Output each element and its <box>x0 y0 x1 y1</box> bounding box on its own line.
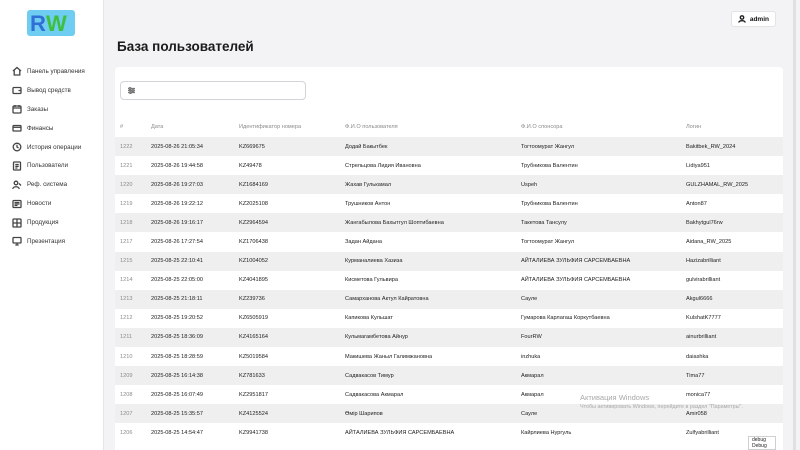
cell-id: KZ5019584 <box>239 353 268 360</box>
cell-date: 2025-08-25 18:28:59 <box>151 353 203 360</box>
wallet-icon <box>12 85 22 95</box>
cell-id: KZ669675 <box>239 143 265 150</box>
table-header-row <box>115 117 783 137</box>
cell-sponsor: Uspeh <box>521 181 538 188</box>
page-title: База пользователей <box>117 39 254 54</box>
cell-date: 2025-08-25 16:07:49 <box>151 391 203 398</box>
cell-id: KZ2964594 <box>239 219 268 226</box>
windows-activation-watermark <box>580 393 743 410</box>
cell-date: 2025-08-26 21:05:34 <box>151 143 203 150</box>
sidebar-item-label: Реф. система <box>27 181 68 189</box>
cell-sponsor: Трубникова Валентин <box>521 162 578 169</box>
cell-login: Zulfyabrilliant <box>686 429 719 436</box>
cell-id: KZ6505919 <box>239 315 268 322</box>
column-header-id[interactable]: Идентификатор номера <box>239 124 302 130</box>
cell-id: KZ2951817 <box>239 391 268 398</box>
sidebar-item-presentation[interactable] <box>12 232 103 251</box>
cell-date: 2025-08-25 16:14:38 <box>151 372 203 379</box>
cell-name: Капикова Кульшат <box>345 315 393 322</box>
cell-num: 1208 <box>120 391 133 398</box>
cell-date: 2025-08-26 17:27:54 <box>151 239 203 246</box>
cell-login: Lidiya951 <box>686 162 710 169</box>
sidebar-item-label: Продукция <box>27 219 59 227</box>
cell-sponsor: Такетова Тансулу <box>521 219 567 226</box>
cell-sponsor: Акмарал <box>521 372 544 379</box>
referral-icon <box>12 180 22 190</box>
cell-sponsor: Сауле <box>521 296 538 303</box>
cell-num: 1222 <box>120 143 133 150</box>
sidebar-item-dashboard[interactable] <box>12 62 103 81</box>
cell-num: 1210 <box>120 353 133 360</box>
search-box[interactable] <box>120 81 306 100</box>
cell-id: KZ9941738 <box>239 429 268 436</box>
cell-num: 1214 <box>120 277 133 284</box>
cell-sponsor: Акмарал <box>521 391 544 398</box>
cell-sponsor: Гумарова Карлагаш Коркутбаевна <box>521 315 610 322</box>
cell-date: 2025-08-25 18:36:09 <box>151 334 203 341</box>
table-row[interactable] <box>115 194 783 213</box>
cell-sponsor: Сауле <box>521 410 538 417</box>
user-name: admin <box>749 15 769 23</box>
debug-label: debug <box>752 437 766 443</box>
column-header-number[interactable]: # <box>120 124 124 130</box>
cell-sponsor: Трубникова Валентин <box>521 200 578 207</box>
search-input[interactable] <box>141 87 301 94</box>
cell-num: 1206 <box>120 429 133 436</box>
cell-sponsor: Тогтоомурат Жангул <box>521 239 575 246</box>
cell-login: GULZHAMAL_RW_2025 <box>686 181 749 188</box>
cell-num: 1221 <box>120 162 133 169</box>
table-row[interactable] <box>115 232 783 251</box>
cell-login: Akgul6666 <box>686 296 713 303</box>
cell-name: Өмір Шарипов <box>345 410 383 417</box>
cell-login: ainurbrilliant <box>686 334 717 341</box>
cell-sponsor: inzhuka <box>521 353 541 360</box>
product-icon <box>12 218 22 228</box>
cell-num: 1218 <box>120 219 133 226</box>
cell-name: АЙТАЛИЕВА ЗУЛЬФИЯ САРСЕМБАЕВНА <box>345 429 455 436</box>
sidebar-item-referral[interactable] <box>12 175 103 194</box>
home-icon <box>12 66 22 76</box>
presentation-icon <box>12 236 22 246</box>
cell-date: 2025-08-25 22:10:41 <box>151 258 203 265</box>
column-header-name[interactable]: Ф.И.О пользователя <box>345 124 398 130</box>
cell-date: 2025-08-26 19:27:03 <box>151 181 203 188</box>
rw-logo[interactable] <box>27 10 75 36</box>
cell-name: Трушников Антон <box>345 200 391 207</box>
cell-name: Задан Айдана <box>345 239 382 246</box>
cell-sponsor: FourRW <box>521 334 542 341</box>
cell-id: KZ49478 <box>239 162 262 169</box>
table-row[interactable] <box>115 156 783 175</box>
cell-date: 2025-08-26 19:22:12 <box>151 200 203 207</box>
column-header-sponsor[interactable]: Ф.И.О спонсора <box>521 124 563 130</box>
cell-date: 2025-08-26 19:44:58 <box>151 162 203 169</box>
sidebar-item-label: Панель управления <box>27 67 85 75</box>
cell-num: 1219 <box>120 200 133 207</box>
table-row[interactable] <box>115 347 783 366</box>
cell-sponsor: АЙТАЛИЕВА ЗУЛЬФИЯ САРСЕМБАЕВНА <box>521 277 631 284</box>
sidebar-item-label: История операции <box>27 143 82 151</box>
sidebar-item-label: Заказы <box>27 105 49 113</box>
cell-name: Стрельцова Лидия Ивановна <box>345 162 421 169</box>
sidebar-item-label: Пользователи <box>27 162 69 170</box>
table-row[interactable] <box>115 290 783 309</box>
cell-sponsor: АЙТАЛИЕВА ЗУЛЬФИЯ САРСЕМБАЕВНА <box>521 258 631 265</box>
column-header-login[interactable]: Логин <box>686 124 702 130</box>
cell-login: Bakhytgul76rw <box>686 219 723 226</box>
card-icon <box>12 123 22 133</box>
cell-sponsor: Тогтоомурат Жангул <box>521 143 575 150</box>
cell-id: KZ4165164 <box>239 334 268 341</box>
cell-name: Жахав Гулькамал <box>345 181 392 188</box>
cell-date: 2025-08-25 15:35:57 <box>151 410 203 417</box>
cell-num: 1209 <box>120 372 133 379</box>
cell-id: KZ1684169 <box>239 181 268 188</box>
cell-login: Bakitbek_RW_2024 <box>686 143 736 150</box>
user-menu-button[interactable] <box>731 11 776 27</box>
cell-name: Курманалиева Хазиза <box>345 258 403 265</box>
cell-num: 1220 <box>120 181 133 188</box>
cell-name: Додай Бакытбек <box>345 143 388 150</box>
sidebar-item-products[interactable] <box>12 213 103 232</box>
table-row[interactable] <box>115 175 783 194</box>
sidebar-item-users[interactable] <box>12 156 103 175</box>
page-scrollbar[interactable] <box>793 0 796 450</box>
sidebar-item-label: Презентация <box>27 237 66 245</box>
filter-icon <box>127 86 136 95</box>
watermark-text: Чтобы активировать Windows, перейдите в раздел "Параметры". <box>580 404 743 410</box>
sidebar-item-withdrawals[interactable] <box>12 81 103 100</box>
sidebar-item-label: Финансы <box>27 124 54 132</box>
cell-name: Кульмагамбетова Айнур <box>345 334 408 341</box>
cell-num: 1217 <box>120 239 133 246</box>
sidebar-item-orders[interactable] <box>12 100 103 119</box>
cell-date: 2025-08-25 14:54:47 <box>151 429 203 436</box>
svg-text:W: W <box>46 11 67 36</box>
cell-login: Hazizabrilliant <box>686 258 721 265</box>
table-row[interactable] <box>115 137 783 156</box>
svg-text:R: R <box>30 11 46 36</box>
cell-login: Tima77 <box>686 372 705 379</box>
table-row[interactable] <box>115 328 783 347</box>
cell-date: 2025-08-25 22:05:00 <box>151 277 203 284</box>
sidebar-item-finance[interactable] <box>12 119 103 138</box>
cell-sponsor: Кайрлиева Нургуль <box>521 429 572 436</box>
cell-login: Amir058 <box>686 410 707 417</box>
cell-login: gulvirabrilliant <box>686 277 721 284</box>
table-row[interactable] <box>115 252 783 271</box>
debug-badge <box>748 436 776 450</box>
sidebar-item-label: Новости <box>27 200 52 208</box>
cell-num: 1215 <box>120 258 133 265</box>
cell-id: KZ781633 <box>239 372 265 379</box>
cell-num: 1207 <box>120 410 133 417</box>
cell-id: KZ239736 <box>239 296 265 303</box>
users-icon <box>12 161 22 171</box>
sidebar-item-news[interactable] <box>12 194 103 213</box>
sidebar-item-history[interactable] <box>12 138 103 157</box>
cell-id: KZ4041895 <box>239 277 268 284</box>
cell-num: 1212 <box>120 315 133 322</box>
cell-login: Anton87 <box>686 200 707 207</box>
cell-id: KZ2025108 <box>239 200 268 207</box>
cell-login: KulshatK7777 <box>686 315 721 322</box>
sidebar-item-label: Вывод средств <box>27 86 71 94</box>
sidebar-nav <box>12 62 103 251</box>
table-row[interactable] <box>115 366 783 385</box>
cell-name: Кисметова Гульвира <box>345 277 398 284</box>
watermark-title: Активация Windows <box>580 393 650 402</box>
cell-num: 1213 <box>120 296 133 303</box>
cell-name: Садвакасов Тимур <box>345 372 394 379</box>
cell-date: 2025-08-26 19:16:17 <box>151 219 203 226</box>
debug-label-secondary: Debug <box>752 442 767 449</box>
table-row[interactable] <box>115 423 783 442</box>
sidebar <box>0 0 104 450</box>
table-row[interactable] <box>115 213 783 232</box>
cell-id: KZ4125524 <box>239 410 268 417</box>
cell-login: daiashka <box>686 353 709 360</box>
cell-login: monica77 <box>686 391 711 398</box>
user-icon <box>738 15 746 23</box>
calendar-icon <box>12 104 22 114</box>
cell-name: Садвакасова Акмарал <box>345 391 404 398</box>
column-header-date[interactable]: Дата <box>151 124 164 130</box>
cell-name: Самарханова Актул Кайратовна <box>345 296 429 303</box>
table-row[interactable] <box>115 271 783 290</box>
table-row[interactable] <box>115 309 783 328</box>
cell-num: 1211 <box>120 334 133 341</box>
cell-name: Жангабылова Бахытгул Шоптибаевна <box>345 219 444 226</box>
news-icon <box>12 199 22 209</box>
cell-id: KZ1706438 <box>239 239 268 246</box>
cell-id: KZ1004052 <box>239 258 268 265</box>
history-icon <box>12 142 22 152</box>
cell-login: Aidana_RW_2025 <box>686 239 732 246</box>
cell-date: 2025-08-25 21:18:11 <box>151 296 203 303</box>
cell-name: Макишева Жаныл Галимжановна <box>345 353 433 360</box>
cell-date: 2025-08-25 19:20:52 <box>151 315 203 322</box>
